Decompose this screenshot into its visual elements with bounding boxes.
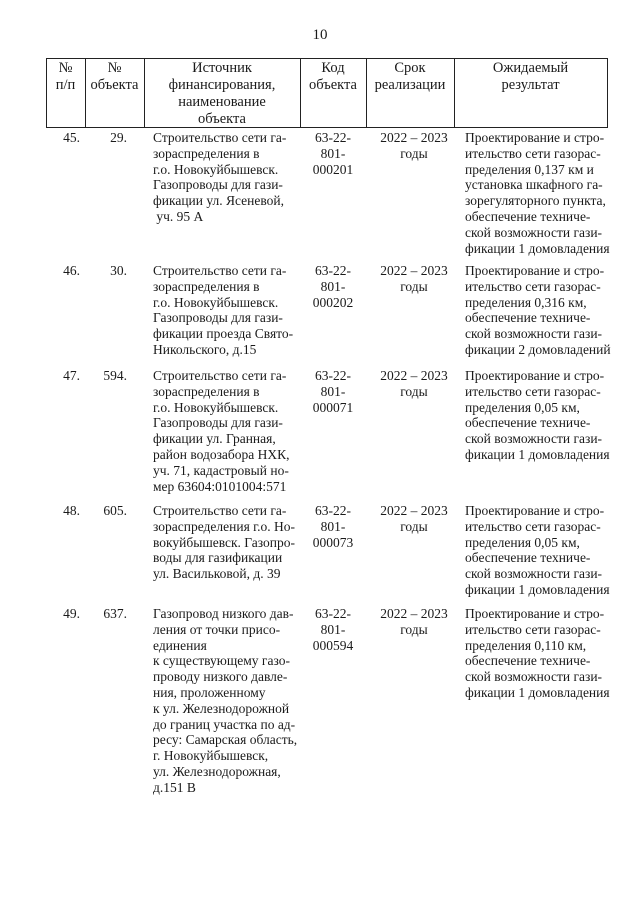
object-code: 63-22- 801- 000073 [312, 503, 354, 550]
source-text: Газопровод низкого дав- ления от точки присо- единения к существующему газо- проводу низкого давле- ния, проложенному к ул. Железнодорожной до границ участка по ад- ресу: Самарская область, г. Новокуйбышевск, ул. Железнодорожная, д.151 В [153, 606, 298, 795]
expected-result: Проектирование и стро- ительство сети газорас- пределения 0,110 км, обеспечение техниче- ской возможности гази- фикации 1 домовладения [465, 606, 610, 700]
expected-result: Проектирование и стро- ительство сети газорас- пределения 0,316 км, обеспечение техниче- ской возможности гази- фикации 2 домовладений [465, 263, 611, 357]
header-col-term: Срок реализации [374, 60, 446, 93]
object-code: 63-22- 801- 000071 [312, 368, 354, 415]
implementation-term: 2022 – 2023 годы [380, 368, 448, 399]
table-header [46, 58, 608, 128]
row-number: 49. [63, 606, 80, 621]
object-number: 605. [103, 503, 127, 518]
row-number: 45. [63, 130, 80, 145]
row-number: 46. [63, 263, 80, 278]
implementation-term: 2022 – 2023 годы [380, 503, 448, 534]
source-text: Строительство сети га- зораспределения в г.о. Новокуйбышевск. Газопроводы для гази- фикации проезда Свято- Никольского, д.15 [153, 263, 294, 357]
source-text: Строительство сети га- зораспределения в г.о. Новокуйбышевск. Газопроводы для гази- фикации ул. Гранная, район водозабора НХК, уч. 71, кадастровый но- мер 63604:0101004:571 [153, 368, 290, 494]
expected-result: Проектирование и стро- ительство сети газорас- пределения 0,137 км и установка шкафного га- зорегуляторного пункта, обеспечение техниче- ской возможности гази- фикации 1 домовладения [465, 130, 610, 256]
header-top-border [46, 58, 608, 59]
row-number: 47. [63, 368, 80, 383]
page-number: 10 [312, 27, 328, 43]
implementation-term: 2022 – 2023 годы [380, 606, 448, 637]
implementation-term: 2022 – 2023 годы [380, 130, 448, 161]
object-code: 63-22- 801- 000202 [312, 263, 354, 310]
header-col-result: Ожидаемый результат [492, 60, 569, 93]
row-number: 48. [63, 503, 80, 518]
header-col-object: № объекта [90, 60, 139, 93]
object-number: 594. [103, 368, 127, 383]
object-code: 63-22- 801- 000201 [312, 130, 354, 177]
header-col-code: Код объекта [308, 60, 357, 93]
header-divider [607, 58, 608, 128]
implementation-term: 2022 – 2023 годы [380, 263, 448, 294]
expected-result: Проектирование и стро- ительство сети газорас- пределения 0,05 км, обеспечение техниче- ской возможности гази- фикации 1 домовладения [465, 368, 610, 462]
expected-result: Проектирование и стро- ительство сети газорас- пределения 0,05 км, обеспечение техниче- ской возможности гази- фикации 1 домовладения [465, 503, 610, 597]
source-text: Строительство сети га- зораспределения г.о. Но- вокуйбышевск. Газопро- воды для газификации ул. Васильковой, д. 39 [153, 503, 296, 582]
source-text: Строительство сети га- зораспределения в г.о. Новокуйбышевск. Газопроводы для гази- фикации ул. Ясеневой, уч. 95 А [153, 130, 287, 224]
object-code: 63-22- 801- 000594 [312, 606, 354, 653]
object-number: 30. [110, 263, 127, 278]
header-col-source: Источник финансирования, наименование объекта [168, 60, 276, 127]
object-number: 29. [110, 130, 127, 145]
header-bottom-border [46, 127, 608, 128]
object-number: 637. [103, 606, 127, 621]
header-col-num: № п/п [55, 60, 76, 93]
